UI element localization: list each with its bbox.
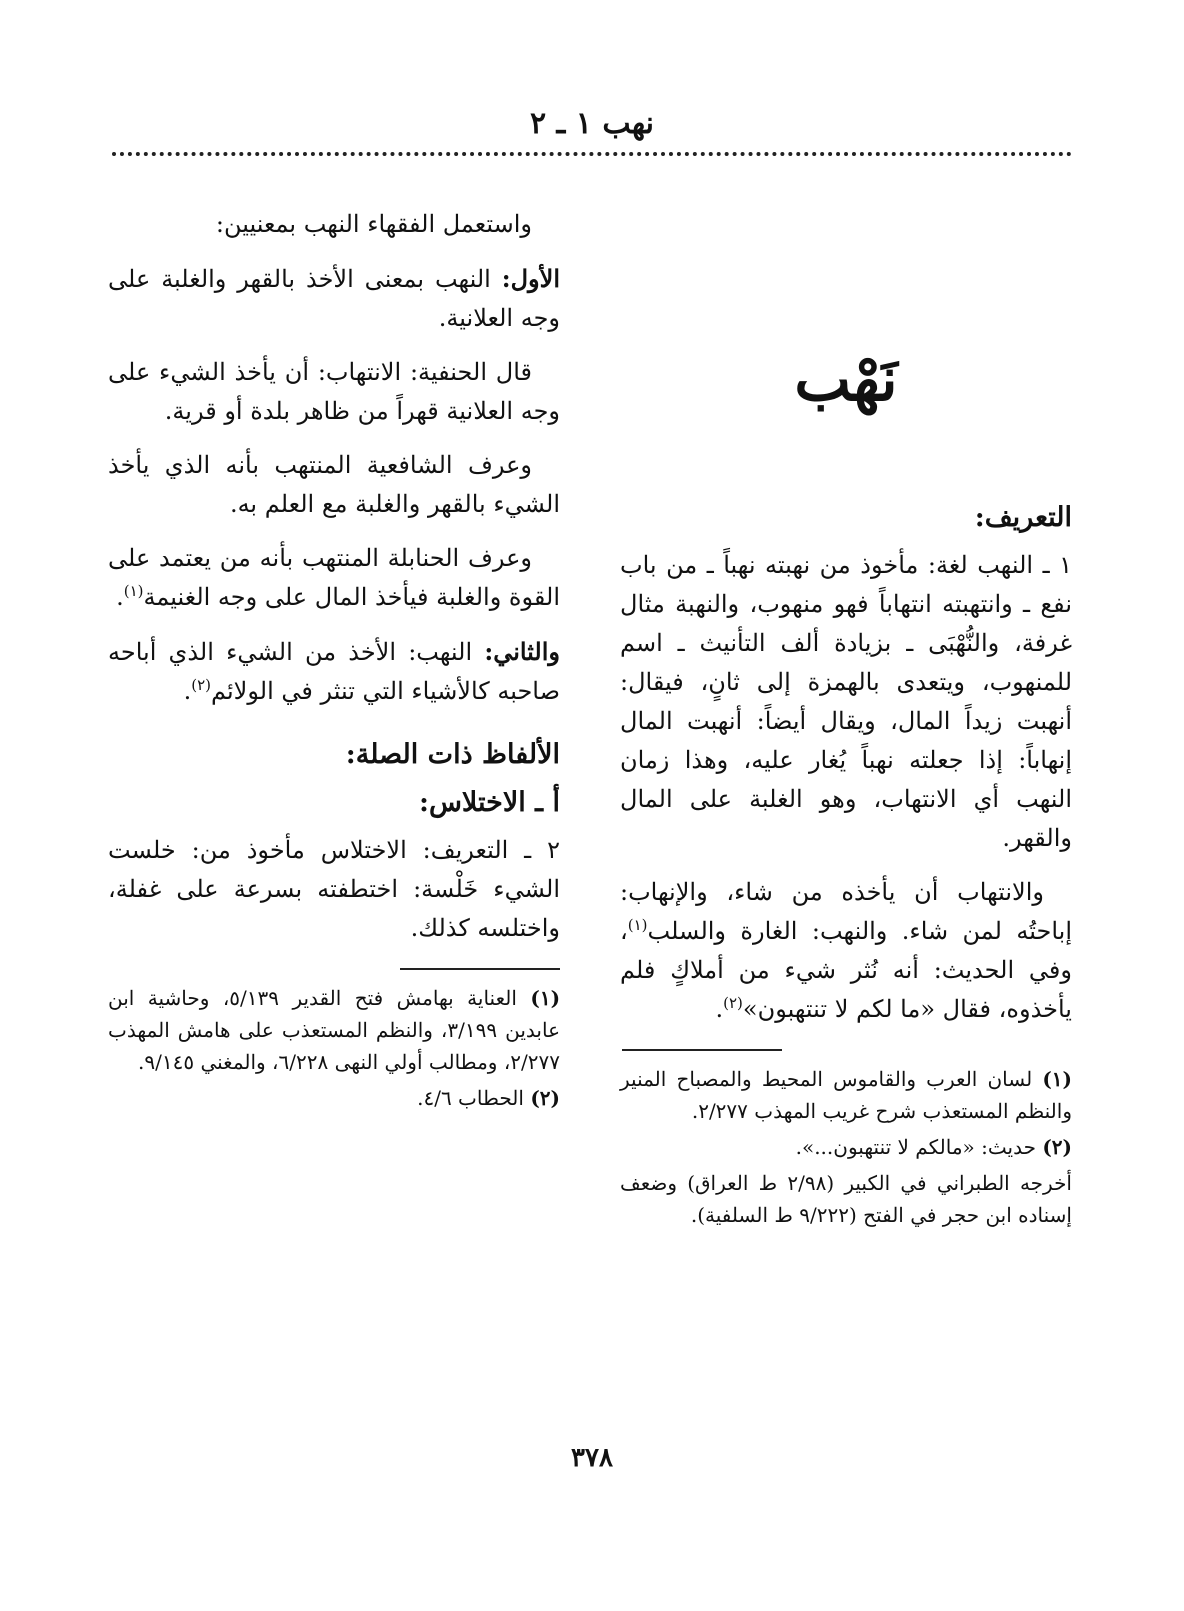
left-column [108, 205, 560, 1118]
hanafi-paragraph: قال الحنفية: الانتهاب: أن يأخذ الشيء على وجه العلانية قهراً من ظاهر بلدة أو قرية. [108, 358, 560, 425]
footnote-1 [620, 1063, 1072, 1127]
footnote-2 [108, 1082, 560, 1114]
footnote-number: (١) [530, 986, 561, 1010]
intihab-paragraph [620, 873, 1072, 1029]
ikhtilas-heading: أ ـ الاختلاس: [419, 787, 560, 818]
footnote-ref: (٢) [723, 994, 743, 1012]
hanbali-text: وعرف الحنابلة المنتهب بأنه من يعتمد على القوة والغلبة فيأخذ المال على وجه الغنيمة [108, 544, 560, 611]
ikhtilas-paragraph: ٢ ـ التعريف: الاختلاس مأخوذ من: خلست الشيء خَلْسة: اختطفته بسرعة على غفلة، واختلسه كذلك. [108, 836, 560, 942]
paragraph-end: . [116, 583, 124, 611]
footnote-rule [400, 968, 560, 970]
footnote-ref: (١) [627, 916, 648, 934]
footnote-number: (١) [1042, 1067, 1072, 1091]
header-dotted-rule [112, 152, 1072, 156]
paragraph-end: . [715, 995, 724, 1023]
footnote-rule [622, 1049, 782, 1051]
definition-heading: التعريف: [974, 502, 1072, 533]
first-meaning-label: الأول: [501, 264, 560, 293]
footnote-text: الحطاب ٤/٦. [417, 1086, 524, 1110]
footnote-text: حديث: «مالكم لا تنتهبون...». [795, 1135, 1036, 1159]
related-terms-heading: الألفاظ ذات الصلة: [345, 739, 560, 770]
footnote-2-continuation [620, 1167, 1072, 1231]
intihab-text: والانتهاب أن يأخذه من شاء، والإنهاب: إباحتُه لمن شاء. والنهب: الغارة والسلب [620, 878, 1072, 945]
entry-title: نَهْب [794, 345, 898, 415]
footnote-ref: (١) [123, 582, 144, 600]
page-number: ٣٧٨ [571, 1443, 613, 1473]
definition-paragraph: ١ ـ النهب لغة: مأخوذ من نهبته نهباً ـ من باب نفع ـ وانتهبته انتهاباً فهو منهوب، والنهبة مثال غرفة، والنُّهْبَى ـ بزيادة ألف التأنيث ـ اسم للمنهوب، ويتعدى بالهمزة إلى ثانٍ، فيقال: أنهبت زيداً المال، ويقال أيضاً: أنهبت المال إنهاباً: إذا جعلته نهباً يُغار عليه، وهذا زمان النهب أي الانتهاب، وهو الغلبة على المال والقهر. [620, 551, 1072, 852]
running-head: نهب ١ ـ ٢ [529, 106, 655, 141]
second-meaning-paragraph [108, 632, 560, 711]
first-meaning-text: النهب بمعنى الأخذ بالقهر والغلبة على وجه العلانية. [108, 265, 560, 332]
footnote-1 [108, 982, 560, 1078]
usage-paragraph: واستعمل الفقهاء النهب بمعنيين: [215, 210, 532, 238]
footnote-ref: (٢) [191, 676, 212, 694]
footnote-number: (٢) [530, 1086, 560, 1110]
footnote-number: (٢) [1042, 1135, 1072, 1159]
paragraph-end: . [183, 677, 192, 705]
footnote-text: أخرجه الطبراني في الكبير (٢/٩٨ ط العراق) وضعف إسناده ابن حجر في الفتح (٩/٢٢٢ ط السلفية). [620, 1171, 1072, 1227]
first-meaning-paragraph [108, 259, 560, 338]
footnote-text: العناية بهامش فتح القدير ٥/١٣٩، وحاشية ابن عابدين ٣/١٩٩، والنظم المستعذب على هامش المهذب ٢/٢٧٧، ومطالب أولي النهى ٦/٢٢٨، والمغني ٩/١٤٥. [108, 986, 561, 1074]
second-meaning-text: النهب: الأخذ من الشيء الذي أباحه صاحبه كالأشياء التي تنثر في الولائم [108, 638, 560, 705]
hadith-text: ، وفي الحديث: أنه نُثر شيء من أملاكٍ فلم يأخذوه، فقال «ما لكم لا تنتهبون» [620, 917, 1072, 1023]
shafii-paragraph: وعرف الشافعية المنتهب بأنه الذي يأخذ الشيء بالقهر والغلبة مع العلم به. [108, 451, 560, 518]
right-column [620, 200, 1072, 1235]
hanbali-paragraph [108, 539, 560, 617]
footnote-text: لسان العرب والقاموس المحيط والمصباح المنير والنظم المستعذب شرح غريب المهذب ٢/٢٧٧. [620, 1067, 1072, 1123]
footnote-2 [620, 1131, 1072, 1163]
second-meaning-label: والثاني: [484, 637, 560, 666]
